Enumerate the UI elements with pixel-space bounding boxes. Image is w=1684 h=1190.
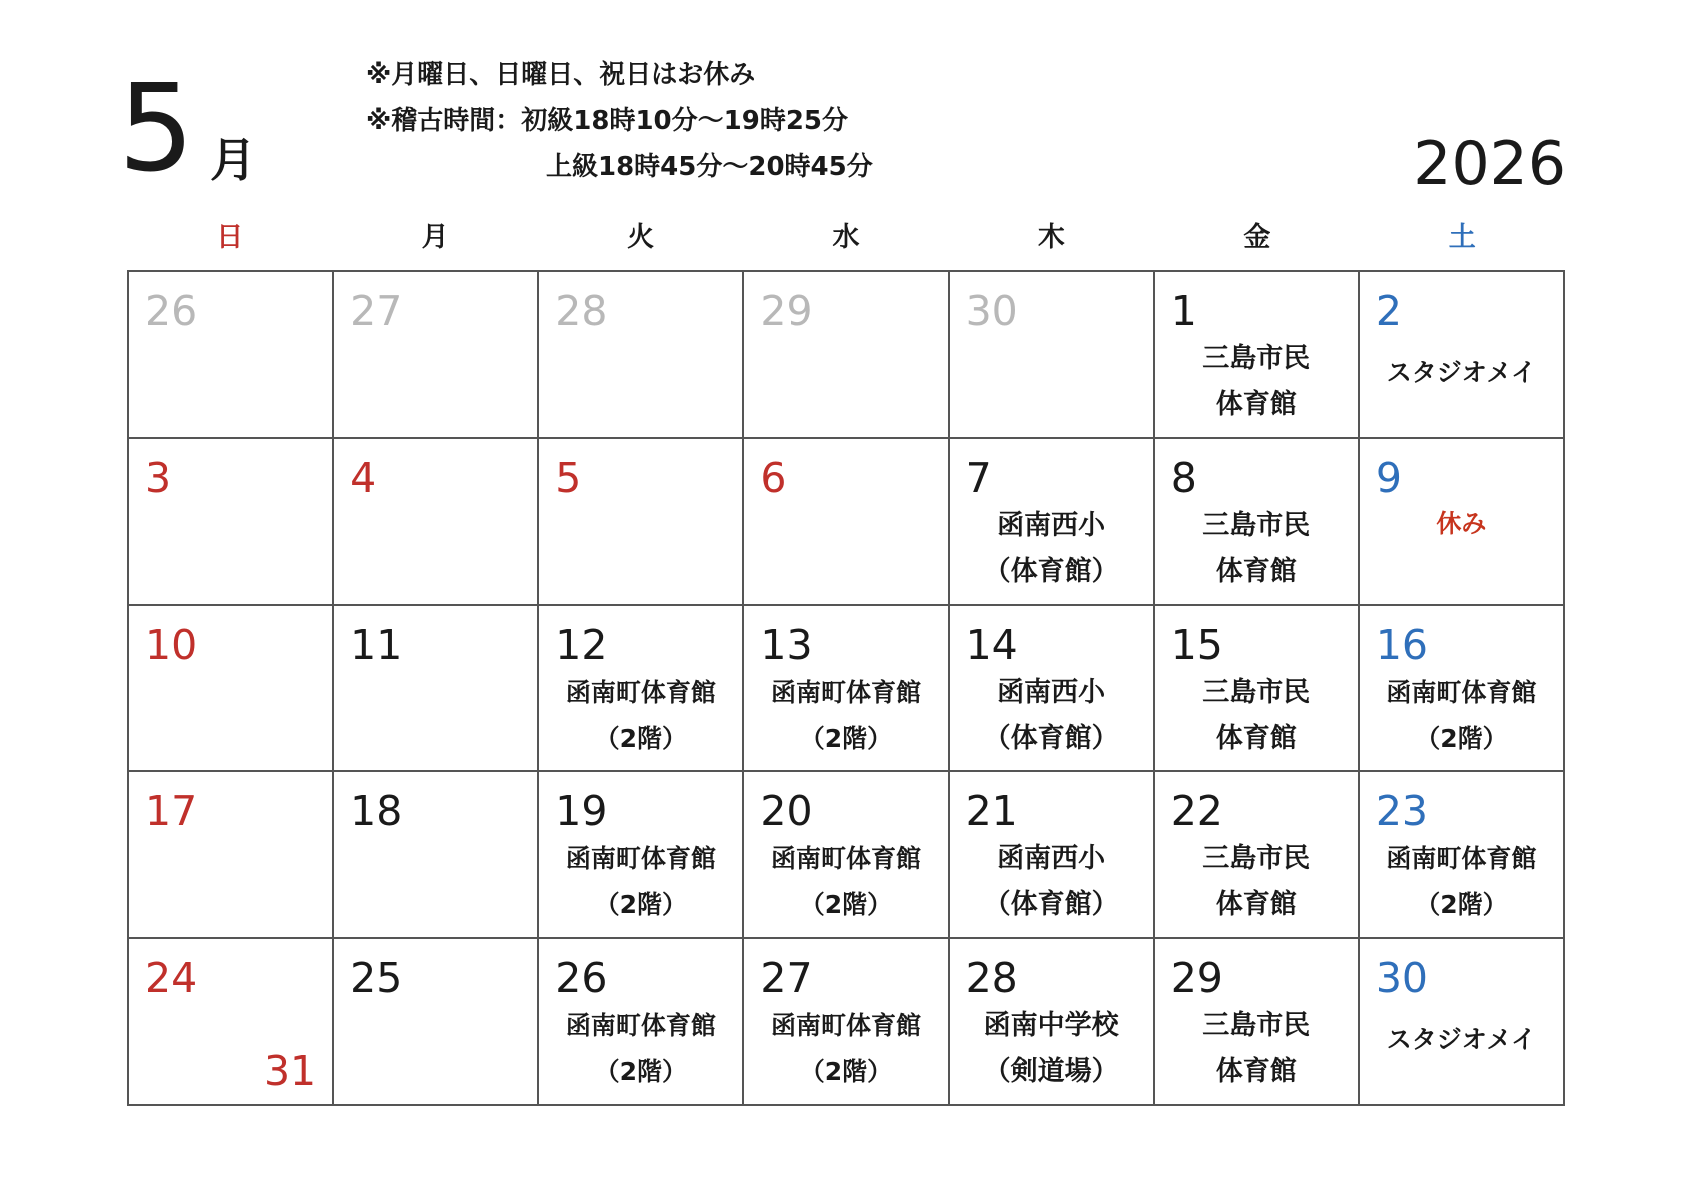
venue-label (1360, 1017, 1563, 1063)
venue-line: （体育館） (983, 555, 1119, 587)
rest-label (1360, 501, 1563, 547)
venue-line: 函南町体育館 (565, 1011, 716, 1041)
venue-line: スタジオメイ (1386, 358, 1537, 387)
calendar-day-cell (1360, 606, 1565, 773)
venue-label (539, 1003, 742, 1095)
venue-label (1155, 336, 1358, 428)
day-number: 23 (1375, 787, 1429, 836)
venue-label (950, 503, 1153, 595)
venue-line: 函南町体育館 (770, 844, 921, 874)
weekday-friday: 金 (1243, 222, 1271, 253)
venue-line: 休み (1436, 508, 1487, 538)
calendar-day-cell (1360, 439, 1565, 606)
day-number: 6 (760, 453, 787, 502)
calendar-day-cell (334, 439, 539, 606)
day-number: 22 (1170, 787, 1223, 836)
calendar-day-cell (539, 939, 744, 1106)
venue-line: （2階） (594, 723, 688, 753)
day-number: 21 (965, 787, 1018, 836)
calendar-day-cell (539, 606, 744, 773)
day-number: 15 (1170, 620, 1223, 669)
calendar-day-cell (539, 272, 744, 439)
day-number: 18 (350, 787, 403, 836)
venue-line: 三島市民 (1202, 509, 1311, 541)
venue-line: 函南町体育館 (565, 844, 716, 874)
day-number: 30 (965, 287, 1018, 335)
day-number: 16 (1375, 620, 1429, 669)
calendar-day-cell (129, 606, 334, 773)
calendar-day-cell (744, 772, 949, 939)
day-number: 10 (145, 620, 198, 669)
venue-line: 函南町体育館 (1386, 677, 1537, 707)
calendar-day-cell (129, 272, 334, 439)
note-closed-days: ※月曜日、日曜日、祝日はお休み (366, 60, 756, 90)
day-number: 26 (555, 954, 608, 1003)
venue-line: 体育館 (1215, 889, 1297, 921)
venue-line: （2階） (1415, 890, 1508, 920)
venue-label (950, 836, 1153, 928)
calendar-day-cell (129, 939, 334, 1106)
day-number: 19 (555, 787, 608, 836)
weekday-wednesday: 水 (832, 222, 860, 253)
day-number: 7 (965, 453, 992, 502)
month-unit: 月 (210, 133, 256, 187)
venue-line: （2階） (799, 723, 893, 753)
venue-label (539, 670, 742, 762)
venue-label (539, 836, 742, 928)
calendar-day-cell (334, 939, 539, 1106)
venue-line: 函南町体育館 (1386, 844, 1537, 874)
venue-line: 函南中学校 (983, 1010, 1119, 1042)
venue-line: 函南西小 (997, 843, 1106, 875)
day-number: 27 (760, 954, 813, 1003)
weekday-sunday: 日 (216, 222, 244, 253)
venue-line: （体育館） (983, 722, 1119, 754)
day-number: 8 (1170, 453, 1197, 502)
calendar-day-cell (950, 772, 1155, 939)
day-number: 26 (145, 287, 198, 335)
day-number: 14 (965, 620, 1018, 669)
venue-line: 体育館 (1215, 722, 1297, 754)
venue-label (744, 836, 947, 928)
venue-label (1360, 836, 1563, 928)
calendar-day-cell (1155, 939, 1360, 1106)
day-number: 2 (1375, 287, 1402, 335)
weekday-header (127, 218, 1565, 258)
note-practice-beginner: ※稽古時間：初級18時10分～19時25分 (366, 106, 849, 136)
calendar-day-cell (1155, 439, 1360, 606)
weekday-thursday: 木 (1037, 222, 1065, 253)
venue-label (950, 670, 1153, 762)
calendar-day-cell (334, 606, 539, 773)
venue-line: （2階） (594, 1057, 688, 1087)
calendar-day-cell (539, 439, 744, 606)
calendar-day-cell (950, 439, 1155, 606)
calendar-day-cell (1155, 272, 1360, 439)
month-number: 5 (118, 60, 195, 199)
day-number: 12 (555, 620, 608, 669)
venue-line: 函南町体育館 (565, 677, 716, 707)
venue-line: （剣道場） (983, 1056, 1119, 1088)
venue-label (1360, 350, 1563, 396)
venue-line: 三島市民 (1202, 1010, 1311, 1042)
calendar-day-cell (950, 272, 1155, 439)
calendar-day-cell (744, 272, 949, 439)
calendar-day-cell (950, 606, 1155, 773)
calendar-day-cell (129, 439, 334, 606)
calendar-day-cell (539, 772, 744, 939)
venue-line: （2階） (799, 890, 893, 920)
venue-label (1155, 503, 1358, 595)
venue-label (744, 670, 947, 762)
venue-line: 函南西小 (997, 509, 1106, 541)
day-number: 25 (350, 954, 403, 1003)
weekday-saturday: 土 (1448, 222, 1476, 253)
day-number: 29 (1170, 954, 1223, 1003)
calendar-day-cell (1155, 772, 1360, 939)
venue-line: （2階） (799, 1057, 893, 1087)
calendar-day-cell (744, 939, 949, 1106)
day-number: 17 (145, 787, 198, 836)
venue-line: 体育館 (1215, 555, 1297, 587)
venue-line: （体育館） (983, 889, 1119, 921)
calendar-day-cell (1360, 772, 1565, 939)
calendar-day-cell (744, 439, 949, 606)
day-number: 27 (350, 287, 403, 335)
venue-line: スタジオメイ (1386, 1025, 1537, 1055)
venue-line: 体育館 (1215, 1056, 1297, 1088)
venue-line: 体育館 (1215, 389, 1297, 420)
venue-line: 函南町体育館 (770, 1011, 921, 1041)
weekday-tuesday: 火 (627, 222, 655, 253)
day-number: 28 (965, 954, 1018, 1003)
venue-label (950, 1003, 1153, 1095)
calendar-day-cell (334, 272, 539, 439)
calendar-day-cell (1155, 606, 1360, 773)
day-number: 9 (1375, 453, 1402, 502)
venue-line: 三島市民 (1202, 843, 1311, 875)
venue-label (1155, 836, 1358, 928)
day-number: 29 (760, 287, 813, 335)
day-number: 1 (1170, 287, 1197, 335)
note-practice-advanced: 上級18時45分～20時45分 (546, 152, 873, 182)
day-number: 4 (350, 453, 377, 502)
day-number: 5 (555, 453, 582, 502)
day-number: 3 (145, 453, 172, 502)
venue-line: 三島市民 (1202, 343, 1311, 374)
venue-label (744, 1003, 947, 1095)
day-number: 13 (760, 620, 813, 669)
calendar-day-cell (1360, 272, 1565, 439)
venue-label (1360, 670, 1563, 762)
venue-line: （2階） (1415, 723, 1508, 753)
day-number: 20 (760, 787, 813, 836)
calendar-grid (127, 270, 1565, 1106)
calendar-day-cell (1360, 939, 1565, 1106)
calendar-day-cell (744, 606, 949, 773)
venue-line: （2階） (594, 890, 688, 920)
venue-line: 三島市民 (1202, 676, 1311, 708)
venue-line: 函南町体育館 (770, 677, 921, 707)
venue-label (1155, 670, 1358, 762)
extra-day-number: 31 (263, 1047, 317, 1095)
calendar-day-cell (129, 772, 334, 939)
venue-label (1155, 1003, 1358, 1095)
day-number: 11 (350, 620, 403, 669)
day-number: 24 (145, 954, 198, 1003)
venue-line: 函南西小 (997, 676, 1106, 708)
year-label: 2026 (1413, 129, 1566, 199)
calendar-day-cell (950, 939, 1155, 1106)
calendar-day-cell (334, 772, 539, 939)
day-number: 28 (555, 287, 608, 335)
day-number: 30 (1375, 954, 1429, 1003)
weekday-monday: 月 (421, 222, 449, 253)
